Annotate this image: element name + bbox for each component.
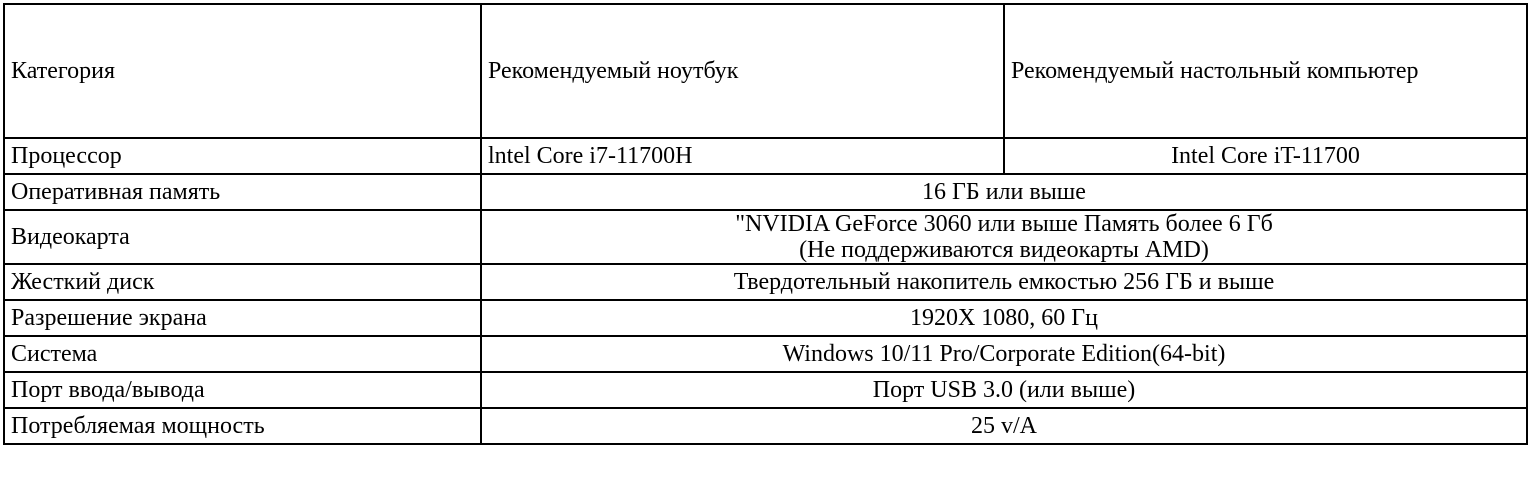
gpu-value-line1: "NVIDIA GeForce 3060 или выше Память более 6 Гб (735, 211, 1273, 237)
ram-value: 16 ГБ или выше (481, 174, 1527, 210)
gpu-value-line2: (Не поддерживаются видеокарты AMD) (799, 237, 1209, 263)
disk-value: Твердотельный накопитель емкостью 256 ГБ и выше (481, 264, 1527, 300)
power-value: 25 v/A (481, 408, 1527, 444)
header-category: Категория (4, 4, 481, 138)
table-row-disk (4, 264, 1527, 300)
resolution-value: 1920X 1080, 60 Гц (481, 300, 1527, 336)
table-row-os (4, 336, 1527, 372)
requirements-table (3, 3, 1528, 445)
table-row-power (4, 408, 1527, 444)
table-header-row (4, 4, 1527, 138)
table-row-cpu (4, 138, 1527, 174)
gpu-value (481, 210, 1527, 264)
io-value: Порт USB 3.0 (или выше) (481, 372, 1527, 408)
row-label-resolution: Разрешение экрана (4, 300, 481, 336)
row-label-os: Система (4, 336, 481, 372)
table-row-gpu (4, 210, 1527, 264)
table-row-resolution (4, 300, 1527, 336)
row-label-power: Потребляемая мощность (4, 408, 481, 444)
row-label-ram: Оперативная память (4, 174, 481, 210)
row-label-disk: Жесткий диск (4, 264, 481, 300)
header-laptop: Рекомендуемый ноутбук (481, 4, 1004, 138)
row-label-io: Порт ввода/вывода (4, 372, 481, 408)
header-desktop: Рекомендуемый настольный компьютер (1004, 4, 1527, 138)
row-label-cpu: Процессор (4, 138, 481, 174)
cpu-laptop-value: lntel Core i7-11700H (481, 138, 1004, 174)
os-value: Windows 10/11 Pro/Corporate Edition(64-bit) (481, 336, 1527, 372)
table-row-ram (4, 174, 1527, 210)
row-label-gpu: Видеокарта (4, 210, 481, 264)
cpu-desktop-value: Intel Core iT-11700 (1004, 138, 1527, 174)
table-row-io (4, 372, 1527, 408)
